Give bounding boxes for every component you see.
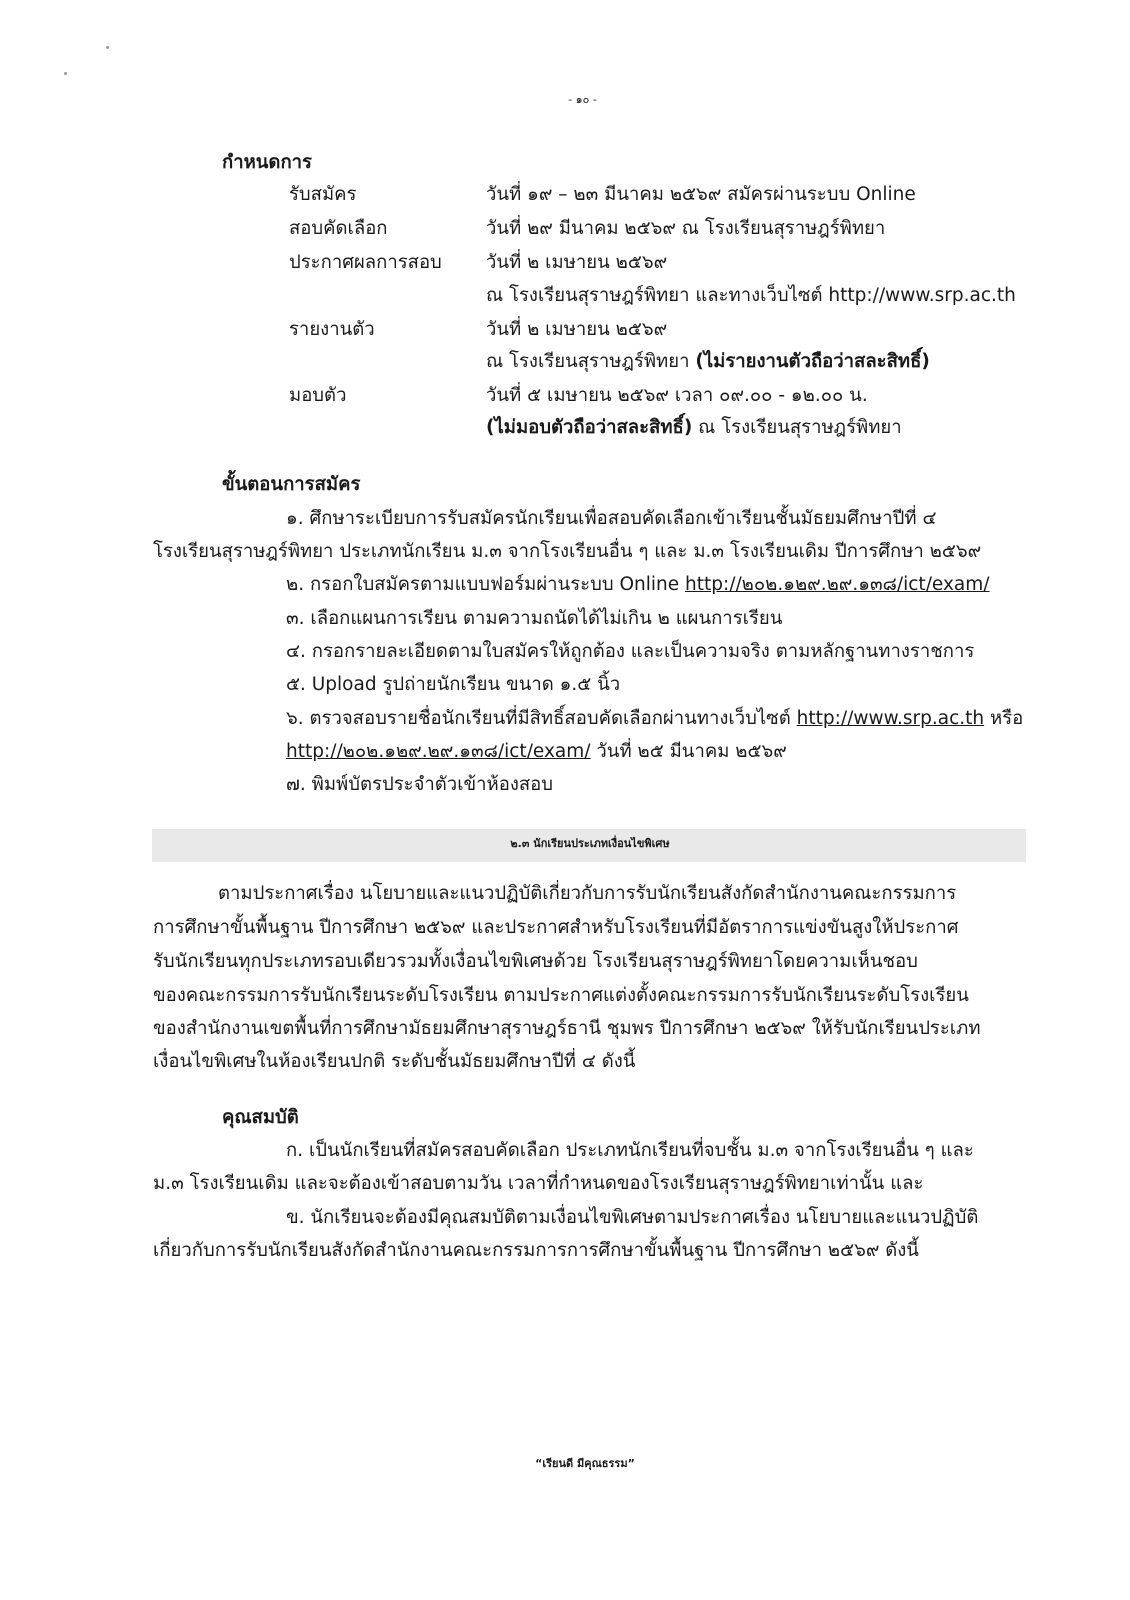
schedule-label-enroll: มอบตัว	[289, 385, 347, 406]
intro-line-4: ของคณะกรรมการรับนักเรียนระดับโรงเรียน ตามประกาศแต่งตั้งคณะกรรมการรับนักเรียนระดับโรงเรียน	[153, 985, 969, 1006]
schedule-value-apply: วันที่ ๑๙ – ๒๓ มีนาคม ๒๕๖๙ สมัครผ่านระบบ Online	[486, 184, 916, 205]
scan-speck	[64, 72, 67, 75]
step-2-text: ๒. กรอกใบสมัครตามแบบฟอร์มผ่านระบบ Online	[286, 574, 685, 595]
schedule-label-apply: รับสมัคร	[289, 184, 357, 205]
step-1-continued: โรงเรียนสุราษฎร์พิทยา ประเภทนักเรียน ม.๓ จากโรงเรียนอื่น ๆ และ ม.๓ โรงเรียนเดิม ปีการศึกษา ๒๕๖๙	[153, 541, 982, 562]
enroll-forfeit-note: (ไม่มอบตัวถือว่าสละสิทธิ์)	[486, 417, 693, 438]
intro-line-5: ของสำนักงานเขตพื้นที่การศึกษามัธยมศึกษาสุราษฎร์ธานี ชุมพร ปีการศึกษา ๒๕๖๙ ให้รับนักเรียนประเภท	[153, 1018, 981, 1039]
school-motto: “เรียนดี มีคุณธรรม”	[535, 1457, 635, 1470]
step-4: ๔. กรอกรายละเอียดตามใบสมัครให้ถูกต้อง และเป็นความจริง ตามหลักฐานทางราชการ	[286, 641, 975, 662]
intro-line-3: รับนักเรียนทุกประเภทรอบเดียวรวมทั้งเงื่อนไขพิเศษด้วย โรงเรียนสุราษฎร์พิทยาโดยความเห็นชอบ	[153, 951, 918, 972]
step-1: ๑. ศึกษาระเบียบการรับสมัครนักเรียนเพื่อสอบคัดเลือกเข้าเรียนชั้นมัธยมศึกษาปีที่ ๔	[286, 508, 937, 529]
step-7: ๗. พิมพ์บัตรประจำตัวเข้าห้องสอบ	[286, 774, 554, 795]
schedule-value-enroll-place	[486, 413, 902, 442]
section-banner-title: ๒.๓ นักเรียนประเภทเงื่อนไขพิเศษ	[510, 837, 670, 850]
step-3: ๓. เลือกแผนการเรียน ตามความถนัดได้ไม่เกิน ๒ แผนการเรียน	[286, 608, 783, 629]
qualification-a: ก. เป็นนักเรียนที่สมัครสอบคัดเลือก ประเภทนักเรียนที่จบชั้น ม.๓ จากโรงเรียนอื่น ๆ และ	[286, 1140, 974, 1161]
schedule-value-enroll-date: วันที่ ๕ เมษายน ๒๕๖๙ เวลา ๐๙.๐๐ - ๑๒.๐๐ น.	[486, 385, 868, 406]
report-forfeit-note: (ไม่รายงานตัวถือว่าสละสิทธิ์)	[695, 351, 930, 372]
schedule-value-results-date: วันที่ ๒ เมษายน ๒๕๖๙	[486, 252, 668, 273]
qualification-a-continued: ม.๓ โรงเรียนเดิม และจะต้องเข้าสอบตามวัน เวลาที่กำหนดของโรงเรียนสุราษฎร์พิทยาเท่านั้น และ	[153, 1173, 924, 1194]
steps-heading: ขั้นตอนการสมัคร	[222, 474, 361, 495]
schedule-value-report-date: วันที่ ๒ เมษายน ๒๕๖๙	[486, 319, 668, 340]
intro-line-2: การศึกษาขั้นพื้นฐาน ปีการศึกษา ๒๕๖๙ และประกาศสำหรับโรงเรียนที่มีอัตราการแข่งขันสูงให้ประกาศ	[153, 917, 959, 938]
step-6-or: หรือ	[984, 708, 1024, 729]
online-exam-link[interactable]: http://๒๐๒.๑๒๙.๒๙.๑๓๘/ict/exam/	[685, 574, 990, 595]
intro-line-6: เงื่อนไขพิเศษในห้องเรียนปกติ ระดับชั้นมัธยมศึกษาปีที่ ๔ ดังนี้	[153, 1051, 636, 1072]
schedule-label-report: รายงานตัว	[289, 319, 375, 340]
intro-line-1: ตามประกาศเรื่อง นโยบายและแนวปฏิบัติเกี่ยวกับการรับนักเรียนสังกัดสำนักงานคณะกรรมการ	[218, 883, 957, 904]
school-website-link[interactable]: http://www.srp.ac.th	[796, 708, 985, 729]
step-2	[286, 570, 990, 599]
qualification-b-continued: เกี่ยวกับการรับนักเรียนสังกัดสำนักงานคณะกรรมการการศึกษาขั้นพื้นฐาน ปีการศึกษา ๒๕๖๙ ดังนี้	[153, 1240, 919, 1261]
qualification-b: ข. นักเรียนจะต้องมีคุณสมบัติตามเงื่อนไขพิเศษตามประกาศเรื่อง นโยบายและแนวปฏิบัติ	[286, 1207, 979, 1228]
exam-system-link[interactable]: http://๒๐๒.๑๒๙.๒๙.๑๓๘/ict/exam/	[286, 741, 591, 762]
step-6	[286, 704, 1023, 733]
schedule-label-results: ประกาศผลการสอบ	[289, 252, 442, 273]
step-6-continued	[286, 737, 787, 766]
step-5: ๕. Upload รูปถ่ายนักเรียน ขนาด ๑.๕ นิ้ว	[286, 674, 621, 695]
schedule-value-results-place: ณ โรงเรียนสุราษฎร์พิทยา และทางเว็บไซต์ http://www.srp.ac.th	[486, 285, 1016, 306]
qualifications-heading: คุณสมบัติ	[222, 1107, 299, 1128]
schedule-value-report-place	[486, 347, 930, 376]
schedule-heading: กำหนดการ	[222, 152, 312, 173]
report-place-text: ณ โรงเรียนสุราษฎร์พิทยา	[486, 351, 696, 372]
step-6-text: ๖. ตรวจสอบรายชื่อนักเรียนที่มีสิทธิ์สอบคัดเลือกผ่านทางเว็บไซต์	[286, 708, 797, 729]
page-number: - ๑๐ -	[568, 93, 597, 106]
scan-speck	[106, 46, 109, 49]
schedule-label-exam: สอบคัดเลือก	[289, 218, 388, 239]
schedule-value-exam: วันที่ ๒๙ มีนาคม ๒๕๖๙ ณ โรงเรียนสุราษฎร์พิทยา	[486, 218, 886, 239]
step-6-date: วันที่ ๒๕ มีนาคม ๒๕๖๙	[590, 741, 787, 762]
enroll-place-text: ณ โรงเรียนสุราษฎร์พิทยา	[692, 417, 902, 438]
